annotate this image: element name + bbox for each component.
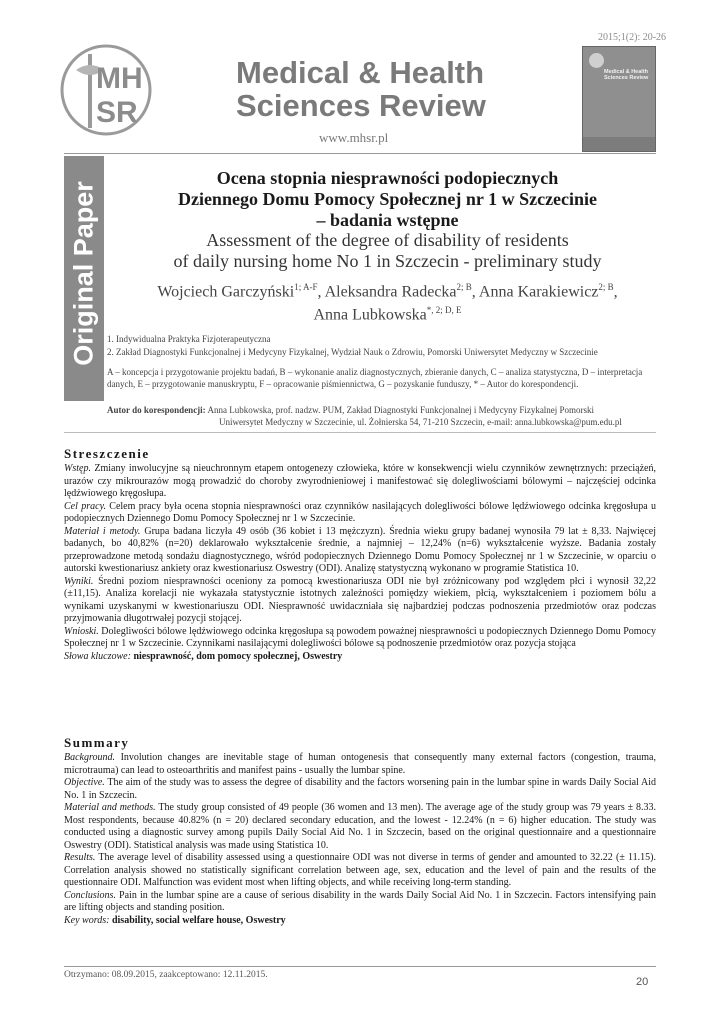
correspondence: Autor do korespondencji: Anna Lubkowska, prof. nadzw. PUM, Zakład Diagnostyki Funkcjonalnej i Medycyny Fizykalnej Pomorski Uniwersytet Medyczny w Szczecinie, ul. Żołnierska 54, 71-210 Szczecin, e-mail: anna.lubkowska@pum.edu.pl [107, 405, 622, 427]
contributions: A – koncepcja i przygotowanie projektu badań, B – wykonanie analiz diagnostycznych, zbieranie danych, C – analiza statystyczna, D – interpretacja danych, E – przygotowanie manuskryptu, F – opracowanie piśmiennictwa, G – pozyskanie funduszy, * – Autor do korespondencji. [107, 367, 643, 389]
streszczenie-paragraph: Wnioski. Dolegliwości bólowe lędźwiowego odcinka kręgosłupa są powodem poważnej niesprawności u podopiecznych Dziennego Domu Pomocy Społecznej nr 1 w Szczecinie. Czynnikami nasilającymi dolegliwości bólowe są podnoszenie przedmiotów oraz pozycja stojąca [64, 625, 656, 649]
journal-name [236, 56, 486, 122]
summary-paragraph: Background. Involution changes are inevitable stage of human ontogenesis that consequently many external factors (congestion, trauma, microtrauma) can lead to osteoarthritis and manifest pains - usually the lumbar spine. [64, 752, 656, 776]
authors-line2: Anna Lubkowska$^{*, 2; D, E}$ [313, 305, 462, 324]
summary-paragraph: Objective. The aim of the study was to assess the degree of disability and the factors worsening pain in the lumbar spine in wards Daily Social Aid No. 1 in Szczecin. [64, 777, 656, 801]
footer-divider [64, 966, 656, 967]
journal-name-line1: Medical & Health [236, 55, 485, 90]
journal-url[interactable]: www.mhsr.pl [319, 130, 389, 145]
section-divider [64, 432, 656, 433]
summary-keywords: Key words: disability, social welfare house, Oswestry [64, 914, 286, 926]
received-dates: Otrzymano: 08.09.2015, zaakceptowano: 12.11.2015. [64, 970, 268, 980]
article-type-label: Original Paper [68, 181, 99, 366]
cover-logo-icon [589, 53, 604, 68]
streszczenie-body [64, 463, 656, 663]
affiliation-2: 2. Zakład Diagnostyki Funkcjonalnej i Medycyny Fizykalnej, Wydział Nauk o Zdrowiu, Pomorski Uniwersytet Medyczny w Szczecinie [107, 347, 598, 357]
cover-title: Medical & Health Sciences Review [604, 69, 649, 81]
journal-name-line2: Sciences Review [236, 88, 486, 123]
logo-text-bottom: SR [96, 96, 138, 129]
page-number: 20 [636, 976, 649, 988]
streszczenie-heading: Streszczenie [64, 446, 150, 461]
summary-body [64, 752, 656, 927]
title-polish: Ocena stopnia niesprawności podopiecznych Dziennego Domu Pomocy Społecznej nr 1 w Szczecinie – badania wstępne [177, 168, 598, 230]
summary-paragraph: Conclusions. Pain in the lumbar spine are a cause of serious disability in the wards Daily Social Aid No. 1 in Szczecin. Factors intensifying pain are lifting objects and standing position. [64, 889, 656, 913]
article-type-band [64, 156, 104, 401]
streszczenie-keywords: Słowa kluczowe: niesprawność, dom pomocy społecznej, Oswestry [64, 650, 343, 662]
summary-paragraph: Results. The average level of disability assessed using a questionnaire ODI was not diverse in terms of gender and amounted to 32.22 (± 11.15). Correlation analysis showed no statistically significant correlation between age, sex, education and the level of pain and the results of the questionnaire ODI. Malfunction was evident most when lifting objects, and while receiving long-term standing. [64, 852, 656, 888]
title-english: Assessment of the degree of disability of residents of daily nursing home No 1 in Szczecin - preliminary study [173, 230, 602, 271]
streszczenie-paragraph: Wyniki. Średni poziom niesprawności oceniony za pomocą kwestionariusza ODI nie był zróżnicowany pod względem płci i wynosił 32,22 (±11,15). Analiza korelacji nie wykazała statystycznie istotnych zależności pomiędzy wiekiem, płcią, wykształceniem i poziomem bólu a wynikami uzyskanymi w kwestionariuszu ODI. Niesprawność uwidaczniała się najbardziej podczas podnoszenia przedmiotów oraz podczas przyjmowania długotrwałej pozycji stojącej. [64, 575, 656, 624]
header-divider [64, 153, 656, 154]
summary-heading: Summary [64, 735, 130, 750]
streszczenie-paragraph: Wstęp. Zmiany inwolucyjne są nieuchronnym etapem ontogenezy człowieka, które w konsekwencji wielu czynników zewnętrznych: przeciążeń, urazów czy mikrourazów mogą prowadzić do choroby zwyrodnieniowej i manifestować się dolegliwościami bólowymi – najczęściej odcinka lędźwiowego kręgosłupa. [64, 463, 656, 499]
cover-footer-bar [583, 137, 655, 151]
journal-cover-thumbnail [582, 46, 656, 152]
logo-text-top: MH [96, 62, 143, 95]
journal-logo [58, 40, 166, 142]
streszczenie-paragraph: Cel pracy. Celem pracy była ocena stopnia niesprawności oraz czynników nasilających dolegliwości bólowe lędźwiowego odcinka kręgosłupa u podopiecznych Dziennego Domu Pomocy Społecznej nr 1 w Szczecinie. [64, 500, 656, 524]
summary-paragraph: Material and methods. The study group consisted of 49 people (36 women and 13 men). The average age of the study group was 79 years ± 8.33. Most respondents, because 40.82% (n = 20) declared secondary education, and the lowest - 12.24% (n = 6) higher education. The study was conducted using a diagnostic survey among pupils Daily Social Aid No. 1 in Szczecin, based on the original questionnaire and a questionnaire Oswestry (ODI). Statistical analysis was made using Statistica 10. [64, 802, 656, 851]
affiliation-1: 1. Indywidualna Praktyka Fizjoterapeutyczna [107, 334, 271, 344]
issue-reference: 2015;1(2): 20-26 [598, 32, 667, 43]
streszczenie-paragraph: Materiał i metody. Grupa badana liczyła 49 osób (36 kobiet i 13 mężczyzn). Średnia wieku grupy badanej wynosiła 79 lat ± 8,33. Najwięcej badanych, bo 40,82% (n=20) deklarowało wykształcenie średnie, a najmniej – 12,24% (n=6) wykształcenie wyższe. Badania zostały przeprowadzone metodą sondażu diagnostycznego, wśród podopiecznych Dziennego Domu Pomocy Społecznej nr 1 w Szczecinie, w oparciu o autorski kwestionariusz ankiety oraz kwestionariusz Oswestry (ODI). Analizę statystyczną wykonano w programie Statistica 10. [64, 525, 656, 574]
authors-line1: Wojciech Garczyński$^{1; A-F}$, Aleksandra Radecka$^{2; B}$, Anna Karakiewicz$^{2; B}$, [157, 282, 618, 301]
